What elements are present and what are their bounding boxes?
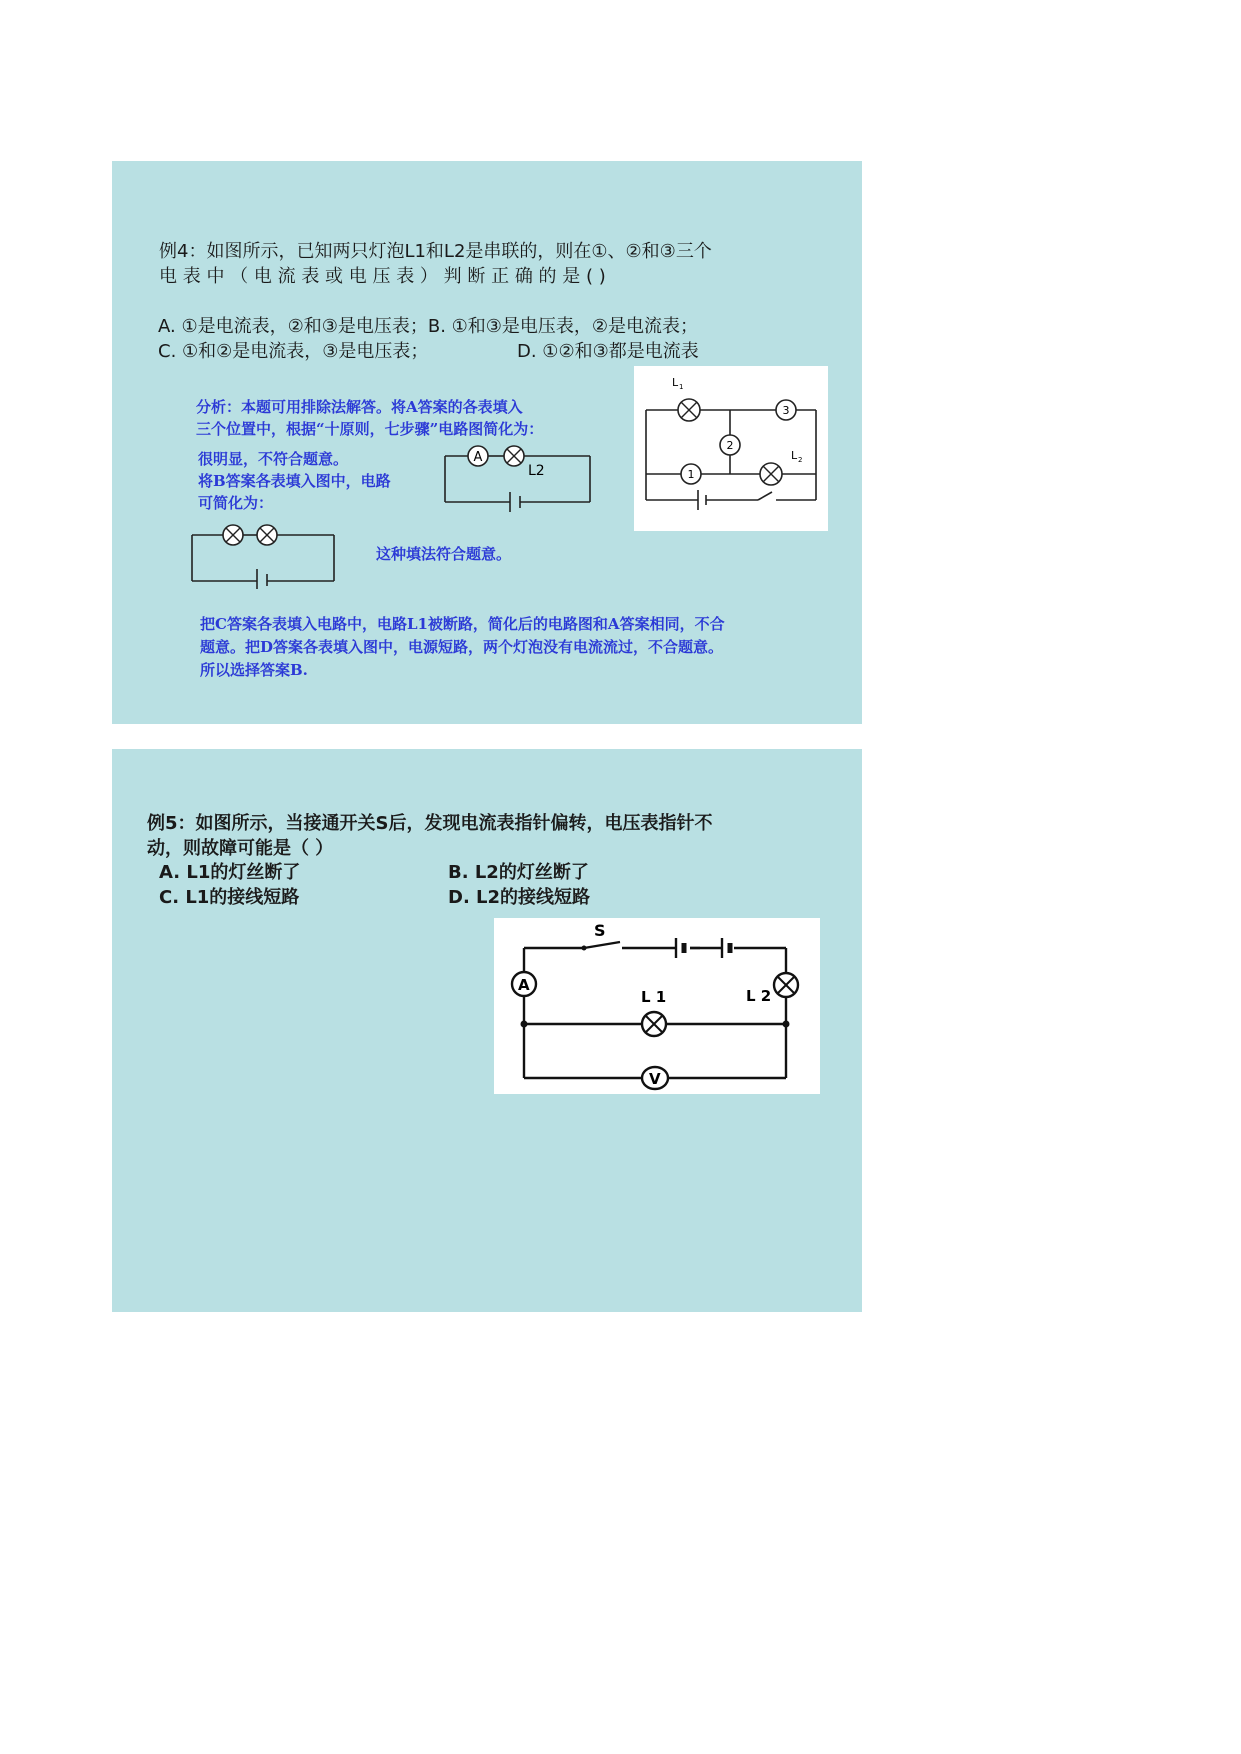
ex4-option-c: C. ①和②是电流表，③是电压表； — [158, 341, 429, 362]
ex4-main-circuit-figure — [634, 366, 828, 531]
analysis-line7: 把C答案各表填入电路中，电路L1被断路，简化后的电路图和A答案相同，不合 — [200, 615, 725, 633]
ex4-question-line1: 例4：如图所示，已知两只灯泡L1和L2是串联的，则在①、②和③三个 — [159, 241, 712, 262]
ex4-l2-sub: 2 — [798, 456, 803, 464]
ex5-circuit-figure — [494, 918, 820, 1094]
slide-example-4 — [112, 161, 862, 724]
analysis-line4: 将B答案各表填入图中，电路 — [198, 472, 391, 490]
slide-example-5 — [112, 749, 862, 1312]
ex5-ammeter-label: A — [518, 976, 530, 994]
ex5-option-a: A. L1的灯丝断了 — [159, 862, 301, 883]
ex5-option-d: D. L2的接线短路 — [448, 887, 591, 908]
ex4-answer-b-circuit — [189, 521, 341, 589]
ex4-answer-a-circuit — [442, 440, 594, 512]
ex4-answer-a-ammeter-label: A — [473, 450, 483, 465]
ex4-meter-3-label: 3 — [782, 404, 790, 417]
ex4-l1-label: L — [672, 376, 679, 389]
analysis-line8: 题意。把D答案各表填入图中，电源短路，两个灯泡没有电流流过，不合题意。 — [200, 638, 724, 656]
ex4-answer-b-lamp1-icon — [223, 525, 243, 545]
ex5-question-line2: 动，则故障可能是（ ） — [147, 838, 334, 859]
ex5-option-b: B. L2的灯丝断了 — [448, 862, 589, 883]
ex5-option-c: C. L1的接线短路 — [159, 887, 300, 908]
ex5-l1-label: L 1 — [641, 988, 667, 1006]
ex5-switch-label: S — [594, 921, 606, 940]
ex4-answer-a-lamp-icon — [504, 446, 524, 466]
ex4-option-d: D. ①②和③都是电流表 — [517, 341, 699, 362]
analysis-line6: 这种填法符合题意。 — [376, 545, 512, 563]
ex4-l1-sub: 1 — [679, 383, 684, 391]
ex5-question-line1: 例5：如图所示，当接通开关S后，发现电流表指针偏转，电压表指针不 — [147, 813, 713, 834]
ex5-lamp-l2-icon — [774, 973, 798, 997]
ex4-lamp-l1-icon — [678, 399, 700, 421]
analysis-line3: 很明显，不符合题意。 — [198, 450, 349, 468]
ex4-meter-2-label: 2 — [726, 439, 734, 452]
ex5-voltmeter-label: V — [649, 1070, 661, 1088]
analysis-line9: 所以选择答案B. — [200, 661, 308, 679]
analysis-line1: 分析：本题可用排除法解答。将A答案的各表填入 — [196, 398, 523, 416]
ex4-main-circuit-diagram — [634, 366, 828, 531]
ex5-lamp-l1-icon — [642, 1012, 666, 1036]
analysis-line2: 三个位置中，根据“十原则，七步骤”电路图简化为： — [196, 420, 544, 438]
ex4-options-line1: A. ①是电流表，②和③是电压表；B. ①和③是电压表，②是电流表； — [158, 316, 699, 337]
ex4-l2-label: L — [791, 449, 798, 462]
ex4-answer-a-lamp-label: L2 — [528, 463, 545, 479]
ex4-question-line2: 电 表 中 （ 电 流 表 或 电 压 表 ） 判 断 正 确 的 是 ( ) — [159, 266, 606, 287]
ex4-lamp-l2-icon — [760, 463, 782, 485]
analysis-line5: 可简化为： — [198, 494, 274, 512]
ex4-meter-1-label: 1 — [687, 468, 695, 481]
ex5-circuit-diagram — [494, 918, 820, 1094]
ex5-l2-label: L 2 — [746, 987, 772, 1005]
ex4-answer-b-lamp2-icon — [257, 525, 277, 545]
